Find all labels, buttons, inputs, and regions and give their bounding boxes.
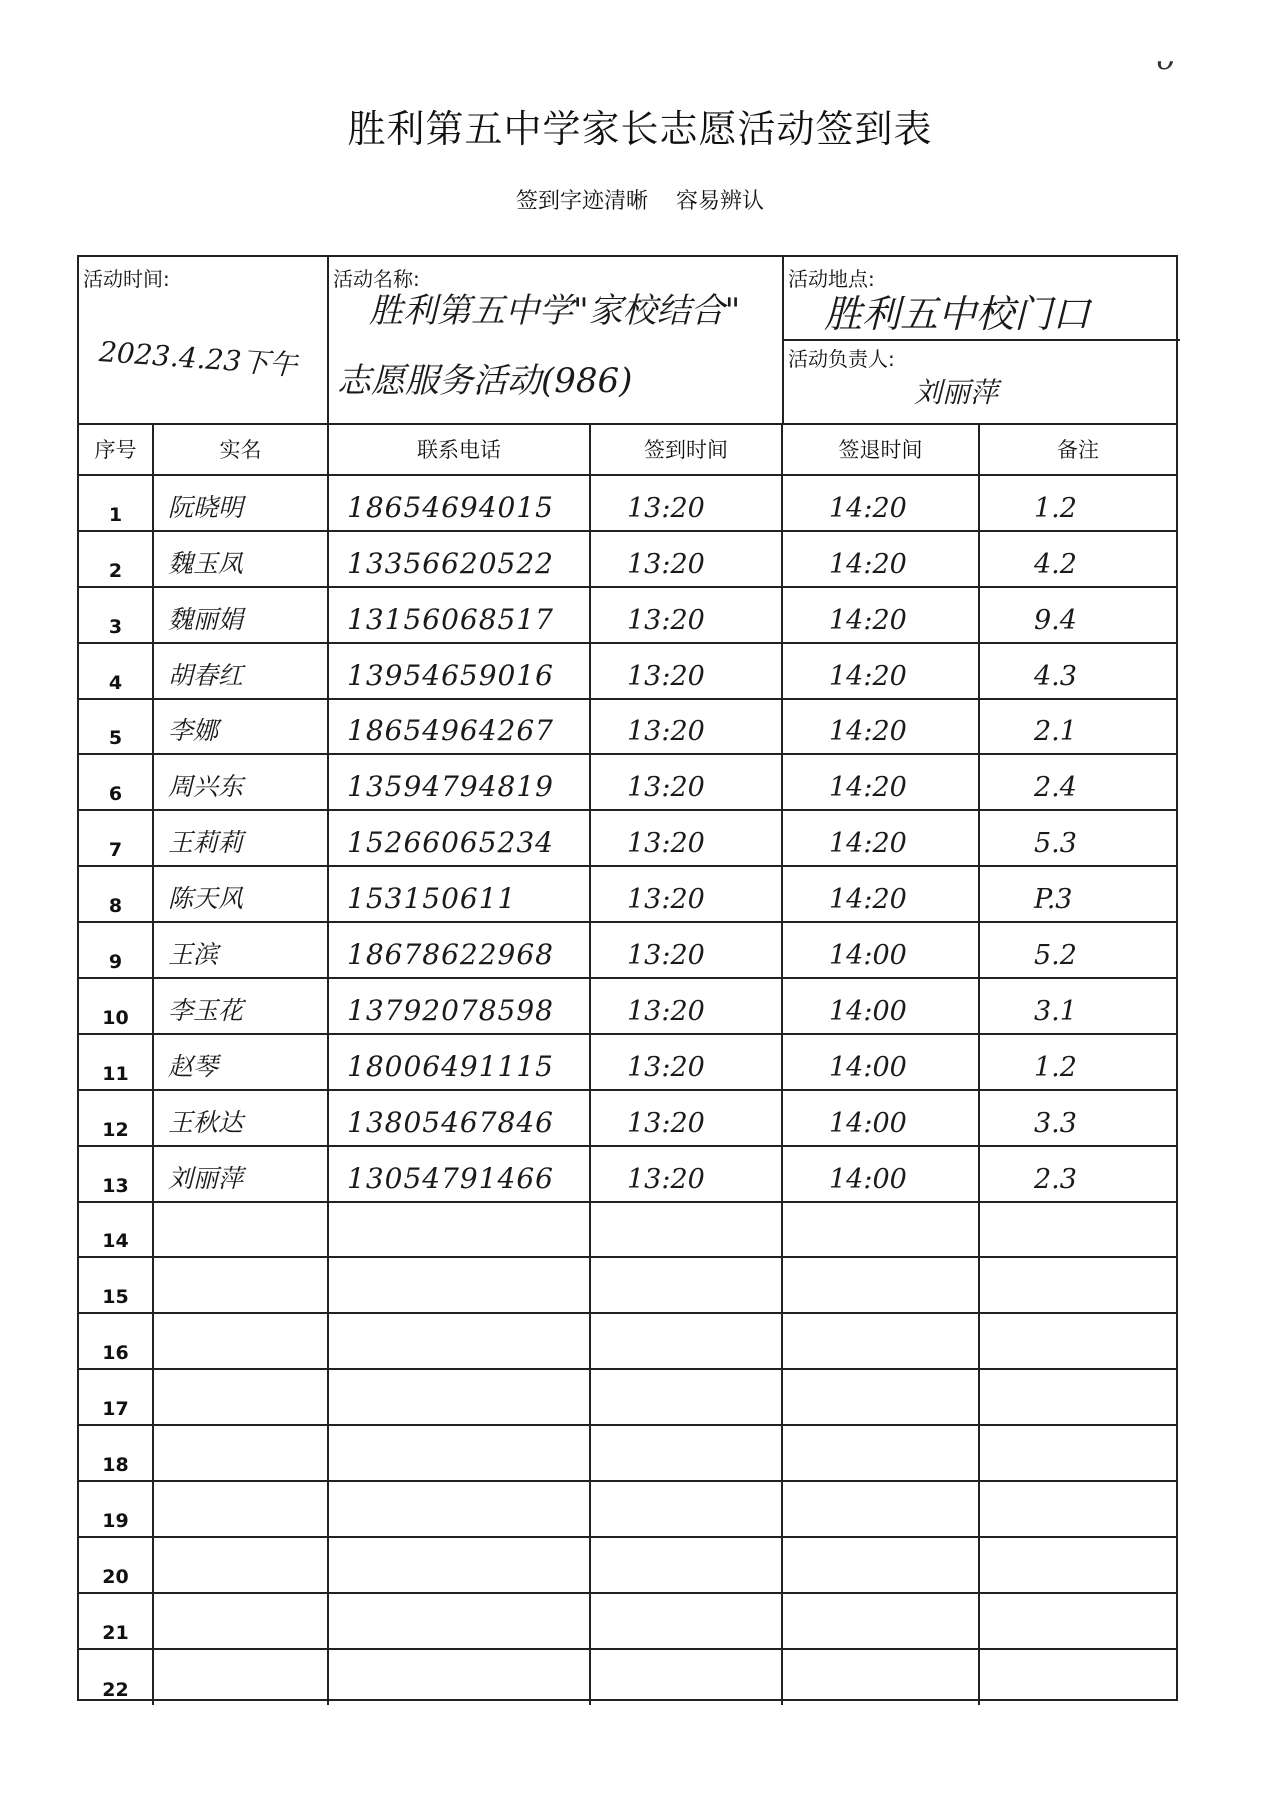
table-row [79,1034,1176,1090]
row-signout-time: 14:20 [782,866,979,922]
row-remark [979,1649,1176,1705]
row-remark [979,1202,1176,1258]
activity-location-value: 胜利五中校门口 [824,292,1091,336]
table-row [79,1369,1176,1425]
table-row [79,866,1176,922]
row-name [153,1202,328,1258]
row-remark: 2.4 [979,754,1176,810]
row-signin-time: 13:20 [590,978,782,1034]
row-name [153,1649,328,1705]
row-signout-time [782,1593,979,1649]
table-row [79,810,1176,866]
row-name [153,1425,328,1481]
row-signout-time [782,1369,979,1425]
row-signin-time [590,1481,782,1537]
row-name: 李玉花 [153,978,328,1034]
row-name [153,1257,328,1313]
row-seq: 18 [79,1425,153,1481]
table-row [79,1202,1176,1258]
row-signin-time [590,1649,782,1705]
row-name: 陈天风 [153,866,328,922]
row-signout-time [782,1313,979,1369]
table-row [79,1425,1176,1481]
row-seq: 10 [79,978,153,1034]
row-phone [328,1313,590,1369]
row-signout-time [782,1425,979,1481]
row-phone [328,1649,590,1705]
activity-location-label: 活动地点: [788,267,875,291]
row-seq: 20 [79,1537,153,1593]
row-name: 王滨 [153,922,328,978]
row-phone [328,1202,590,1258]
row-name [153,1481,328,1537]
activity-name-value-line1: 胜利第五中学"家校结合" [369,291,741,331]
page-title: 胜利第五中学家长志愿活动签到表 [347,107,933,151]
row-signin-time: 13:20 [590,810,782,866]
row-remark [979,1481,1176,1537]
row-signout-time: 14:20 [782,531,979,587]
table-row [79,1593,1176,1649]
row-seq: 6 [79,754,153,810]
row-signin-time [590,1537,782,1593]
row-name [153,1369,328,1425]
row-phone [328,1593,590,1649]
table-row [79,1146,1176,1202]
row-seq: 17 [79,1369,153,1425]
row-phone [328,1537,590,1593]
row-remark: 2.3 [979,1146,1176,1202]
row-seq: 8 [79,866,153,922]
row-phone [328,1369,590,1425]
table-row [79,1537,1176,1593]
row-seq: 2 [79,531,153,587]
row-name [153,1313,328,1369]
row-remark: 3.3 [979,1090,1176,1146]
row-signout-time [782,1481,979,1537]
row-phone: 13805467846 [328,1090,590,1146]
row-phone [328,1425,590,1481]
row-signout-time [782,1649,979,1705]
row-seq: 12 [79,1090,153,1146]
header-name: 实名 [153,423,328,475]
row-name [153,1593,328,1649]
activity-name-value-line2: 志愿服务活动(986) [337,361,633,401]
row-signin-time [590,1369,782,1425]
activity-time-value: 2023.4.23下午 [97,335,299,382]
row-seq: 16 [79,1313,153,1369]
row-signin-time [590,1593,782,1649]
sign-in-sheet [77,255,1178,1701]
table-row [79,1649,1176,1705]
row-signin-time: 13:20 [590,866,782,922]
row-signin-time: 13:20 [590,754,782,810]
row-phone: 18678622968 [328,922,590,978]
row-name: 刘丽萍 [153,1146,328,1202]
row-seq: 3 [79,587,153,643]
row-seq: 11 [79,1034,153,1090]
row-seq: 15 [79,1257,153,1313]
table-row [79,978,1176,1034]
activity-location-cell [784,257,1180,423]
row-signin-time: 13:20 [590,587,782,643]
corner-handwritten-mark: ᴗ [1155,42,1174,77]
row-signout-time: 14:20 [782,587,979,643]
row-phone: 18654694015 [328,475,590,531]
row-name [153,1537,328,1593]
row-signout-time: 14:20 [782,810,979,866]
row-signout-time: 14:20 [782,699,979,755]
row-phone: 13156068517 [328,587,590,643]
table-row [79,922,1176,978]
activity-name-label: 活动名称: [333,267,420,291]
row-signin-time: 13:20 [590,1090,782,1146]
activity-time-label: 活动时间: [83,267,170,291]
row-remark: 4.3 [979,643,1176,699]
row-signin-time: 13:20 [590,699,782,755]
row-seq: 14 [79,1202,153,1258]
row-signout-time: 14:00 [782,1090,979,1146]
row-remark [979,1257,1176,1313]
table-row [79,699,1176,755]
table-row [79,754,1176,810]
row-remark: 4.2 [979,531,1176,587]
table-row [79,1257,1176,1313]
row-phone: 13054791466 [328,1146,590,1202]
row-signin-time: 13:20 [590,643,782,699]
row-remark: 2.1 [979,699,1176,755]
row-signout-time [782,1202,979,1258]
row-signin-time: 13:20 [590,531,782,587]
row-signin-time: 13:20 [590,475,782,531]
row-phone [328,1257,590,1313]
activity-name-cell [329,257,784,423]
row-signout-time: 14:00 [782,1146,979,1202]
row-name: 魏玉凤 [153,531,328,587]
table-row [79,475,1176,531]
header-signin-time: 签到时间 [590,423,782,475]
row-signin-time [590,1313,782,1369]
table-row [79,1313,1176,1369]
row-remark [979,1313,1176,1369]
row-remark [979,1425,1176,1481]
row-remark [979,1537,1176,1593]
activity-time-cell [79,257,329,423]
row-seq: 4 [79,643,153,699]
activity-leader-value: 刘丽萍 [914,376,999,409]
row-signout-time: 14:20 [782,754,979,810]
row-phone: 18006491115 [328,1034,590,1090]
header-remarks: 备注 [979,423,1176,475]
row-phone: 13792078598 [328,978,590,1034]
sign-in-table [79,423,1176,1705]
table-row [79,1481,1176,1537]
row-remark: 3.1 [979,978,1176,1034]
row-seq: 19 [79,1481,153,1537]
row-remark: P.3 [979,866,1176,922]
row-phone: 15266065234 [328,810,590,866]
row-remark: 1.2 [979,475,1176,531]
row-phone: 13954659016 [328,643,590,699]
row-seq: 7 [79,810,153,866]
header-signout-time: 签退时间 [782,423,979,475]
table-row [79,531,1176,587]
table-header-row [79,423,1176,475]
row-name: 周兴东 [153,754,328,810]
table-row [79,587,1176,643]
row-signout-time: 14:20 [782,643,979,699]
location-leader-divider [784,339,1180,341]
header-seq: 序号 [79,423,153,475]
row-phone: 18654964267 [328,699,590,755]
row-seq: 21 [79,1593,153,1649]
row-name: 胡春红 [153,643,328,699]
row-signout-time [782,1537,979,1593]
row-seq: 1 [79,475,153,531]
row-signout-time [782,1257,979,1313]
table-row [79,643,1176,699]
row-signout-time: 14:00 [782,922,979,978]
row-signout-time: 14:20 [782,475,979,531]
row-name: 魏丽娟 [153,587,328,643]
row-remark [979,1593,1176,1649]
header-phone: 联系电话 [328,423,590,475]
activity-info-section [79,257,1176,425]
row-name: 王莉莉 [153,810,328,866]
row-name: 李娜 [153,699,328,755]
row-remark [979,1369,1176,1425]
row-signout-time: 14:00 [782,1034,979,1090]
row-phone [328,1481,590,1537]
row-signin-time [590,1202,782,1258]
row-remark: 9.4 [979,587,1176,643]
page-subtitle: 签到字迹清晰 容易辨认 [516,189,764,214]
row-seq: 13 [79,1146,153,1202]
row-phone: 13594794819 [328,754,590,810]
table-row [79,1090,1176,1146]
row-name: 赵琴 [153,1034,328,1090]
row-signin-time [590,1257,782,1313]
row-remark: 5.3 [979,810,1176,866]
row-name: 王秋达 [153,1090,328,1146]
row-remark: 5.2 [979,922,1176,978]
row-phone: 13356620522 [328,531,590,587]
row-signin-time [590,1425,782,1481]
row-signin-time: 13:20 [590,1146,782,1202]
row-seq: 5 [79,699,153,755]
row-signin-time: 13:20 [590,1034,782,1090]
row-remark: 1.2 [979,1034,1176,1090]
row-signin-time: 13:20 [590,922,782,978]
activity-leader-label: 活动负责人: [788,347,895,371]
row-seq: 9 [79,922,153,978]
row-seq: 22 [79,1649,153,1705]
row-name: 阮晓明 [153,475,328,531]
row-phone: 153150611 [328,866,590,922]
row-signout-time: 14:00 [782,978,979,1034]
